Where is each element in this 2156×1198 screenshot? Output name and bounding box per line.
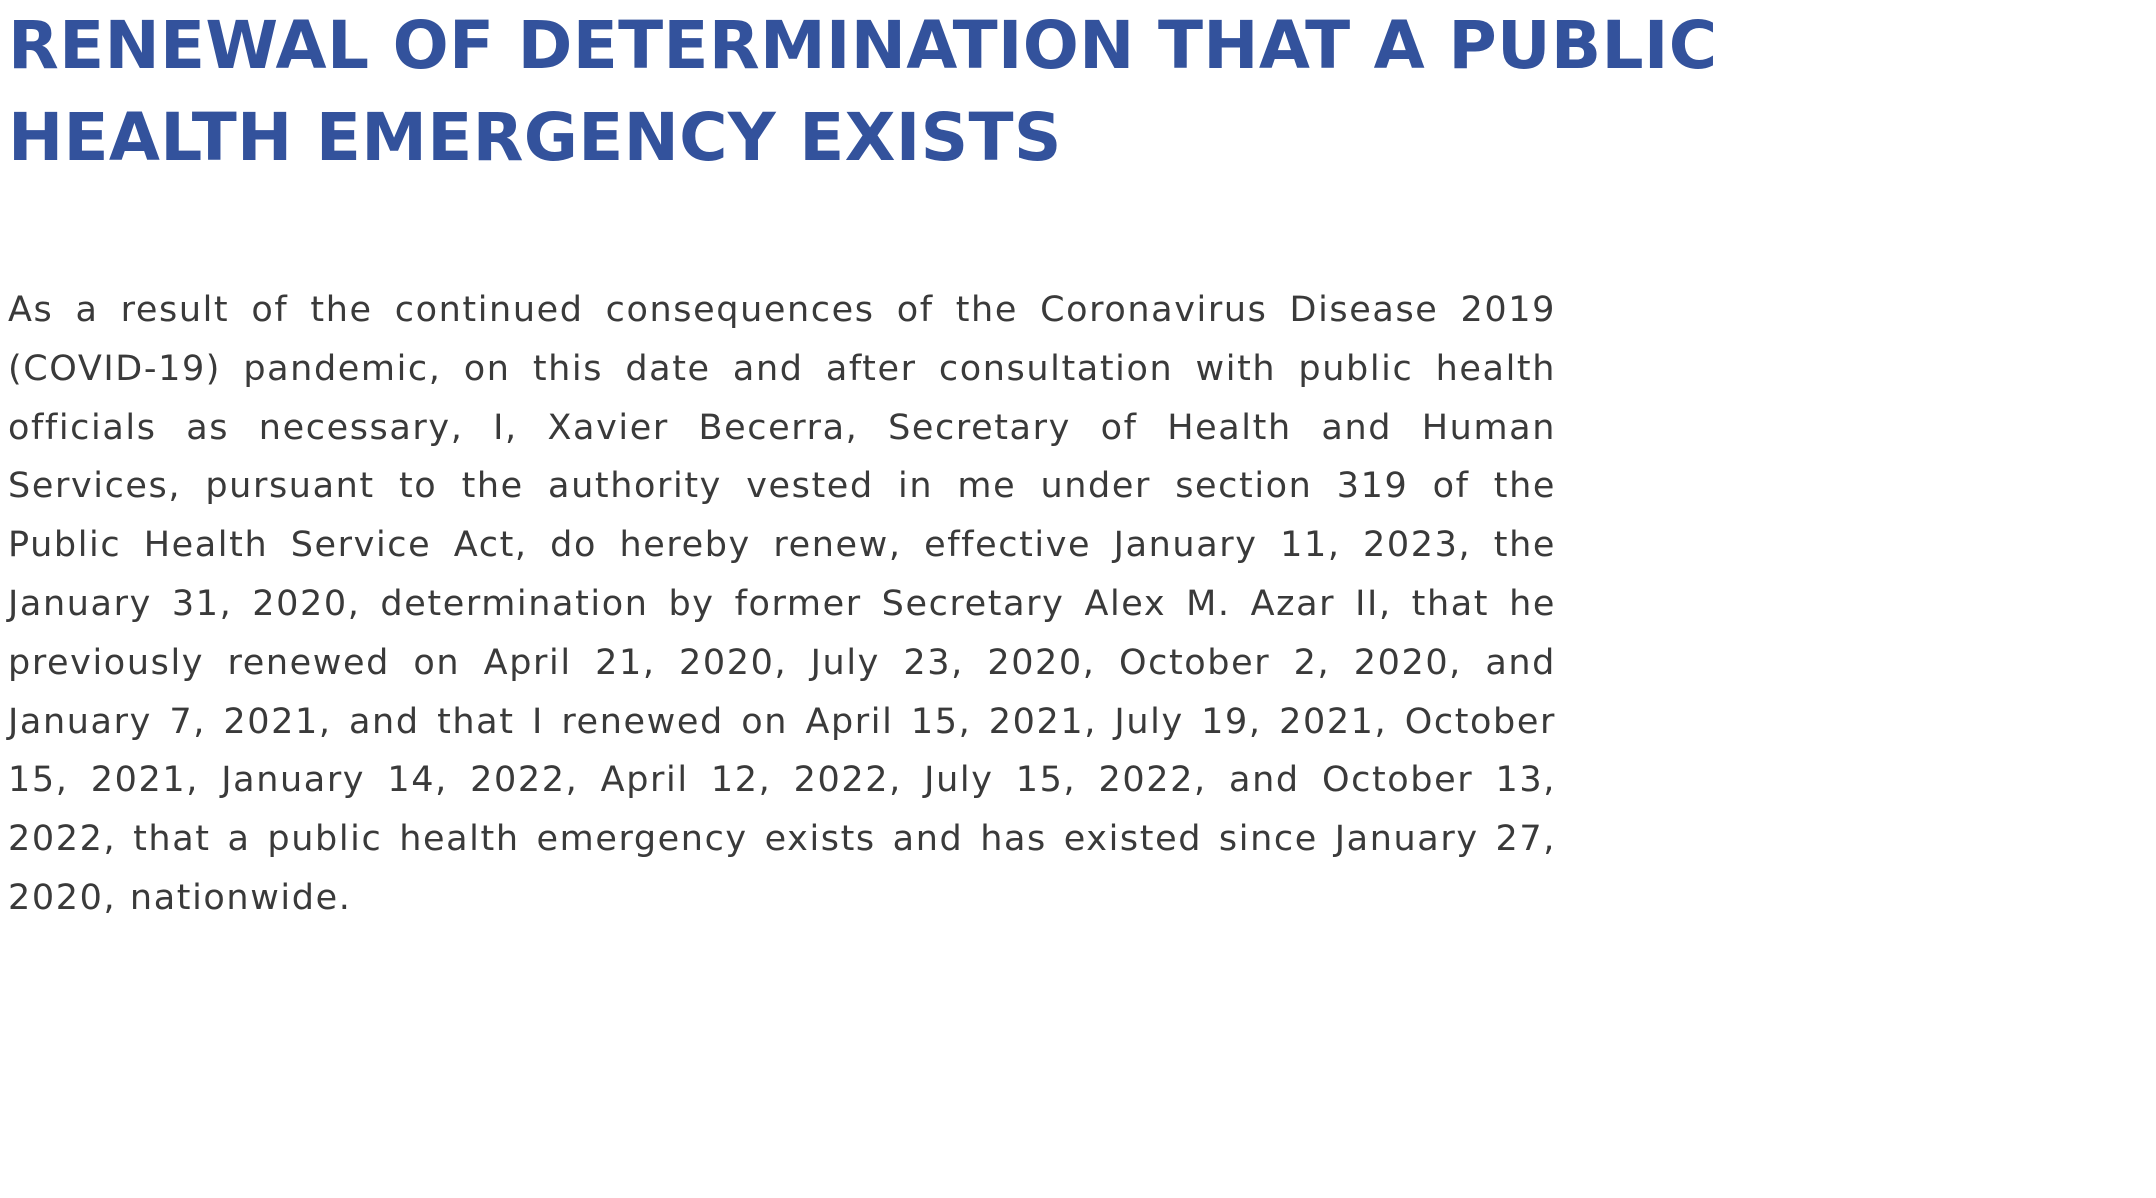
document-body-paragraph: As a result of the continued consequences of the Coronavirus Disease 2019 (COVID-19) pandemic, on this date and after consultation with public health officials as necessary, I, Xavier Becerra, Secretary of Health and Human Services, pursuant to the authority vested in me under section 319 of the Public Health Service Act, do hereby renew, effective January 11, 2023, the January 31, 2020, determination by former Secretary Alex M. Azar II, that he previously renewed on April 21, 2020, July 23, 2020, October 2, 2020, and January 7, 2021, and that I renewed on April 15, 2021, July 19, 2021, October 15, 2021, January 14, 2022, April 12, 2022, July 15, 2022, and October 13, 2022, that a public health emergency exists and has existed since January 27, 2020, nationwide. [8,290,1556,918]
document-title-line-2: HEALTH EMERGENCY EXISTS [8,99,1062,176]
document-title [8,0,1718,184]
document-title-line-1: RENEWAL OF DETERMINATION THAT A PUBLIC [8,7,1718,84]
document-page [8,0,1718,918]
